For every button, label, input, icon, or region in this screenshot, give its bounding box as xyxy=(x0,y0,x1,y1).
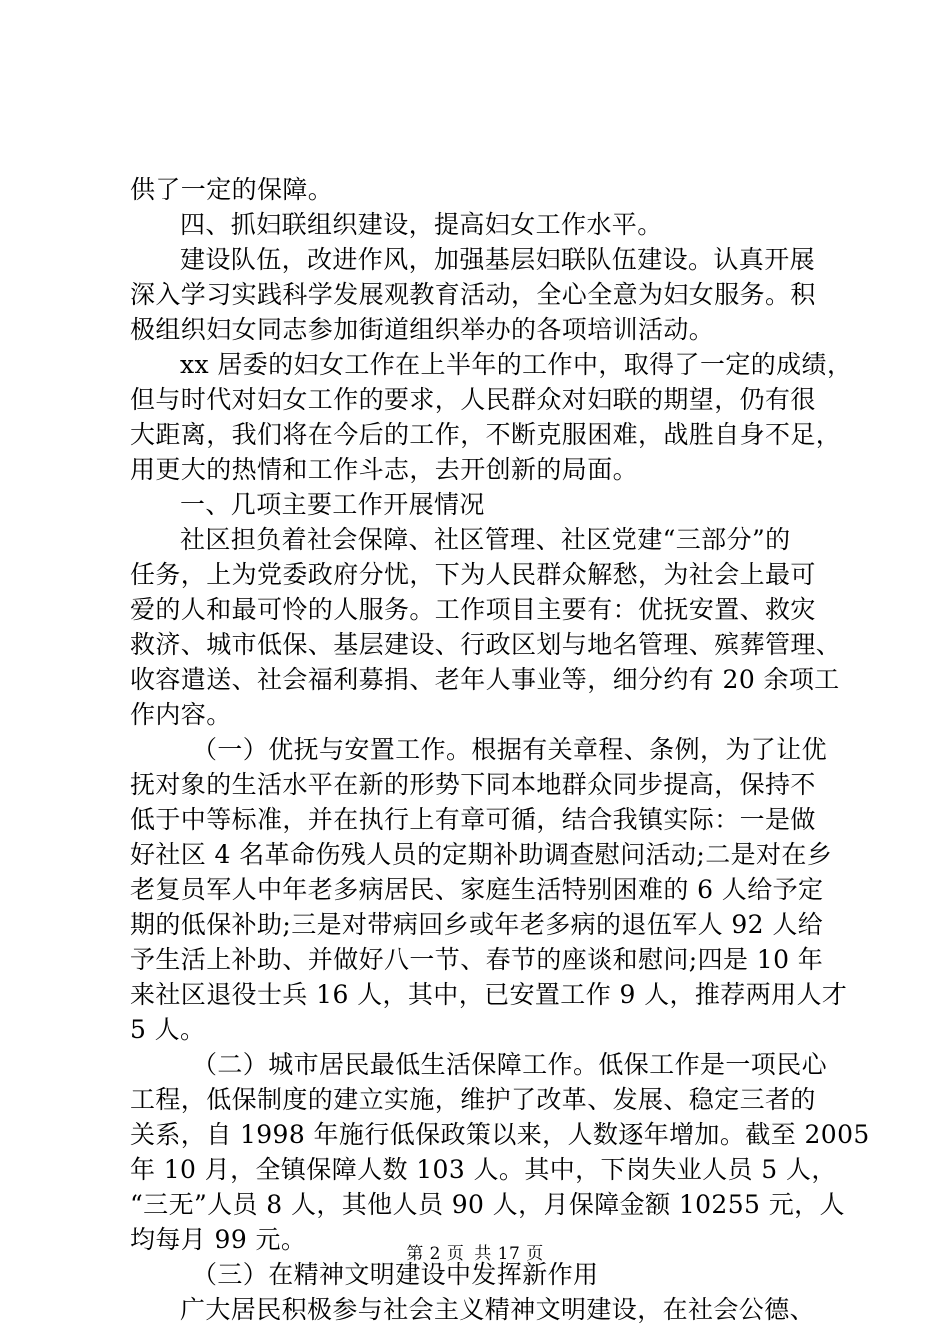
text-line: 低于中等标准，并在执行上有章可循，结合我镇实际：一是做 xyxy=(130,805,816,834)
text-line: 极组织妇女同志参加街道组织举办的各项培训活动。 xyxy=(130,315,715,344)
page-footer xyxy=(0,1242,950,1266)
text-line: 社区担负着社会保障、社区管理、社区党建“三部分”的 xyxy=(180,525,791,554)
page-number: 第 2 页 xyxy=(406,1244,465,1264)
subsection-heading: （三）在精神文明建设中发挥新作用 xyxy=(192,1260,599,1289)
text-line: 收容遣送、社会福利募捐、老年人事业等，细分约有 20 余项工 xyxy=(130,665,840,694)
text-line: 工程，低保制度的建立实施，维护了改革、发展、稳定三者的 xyxy=(130,1085,816,1114)
text-line: 抚对象的生活水平在新的形势下同本地群众同步提高，保持不 xyxy=(130,770,816,799)
subsection-heading: （一）优抚与安置工作。根据有关章程、条例，为了让优 xyxy=(192,735,828,764)
text-line: 救济、城市低保、基层建设、行政区划与地名管理、殡葬管理、 xyxy=(130,630,842,659)
text-line: 均每月 99 元。 xyxy=(130,1225,307,1254)
page-total: 共 17 页 xyxy=(474,1244,544,1264)
text-line: 供了一定的保障。 xyxy=(130,175,334,204)
section-heading: 一、几项主要工作开展情况 xyxy=(180,490,485,519)
text-line: 大距离，我们将在今后的工作，不断克服困难，战胜自身不足， xyxy=(130,420,842,449)
document-body xyxy=(130,172,870,1327)
text-line: 老复员军人中年老多病居民、家庭生活特别困难的 6 人给予定 xyxy=(130,875,824,904)
text-line: 期的低保补助;三是对带病回乡或年老多病的退伍军人 92 人给 xyxy=(130,910,824,939)
text-line: 关系，自 1998 年施行低保政策以来，人数逐年增加。截至 2005 xyxy=(130,1120,870,1149)
text-line: 深入学习实践科学发展观教育活动，全心全意为妇女服务。积 xyxy=(130,280,816,309)
text-line: 建设队伍，改进作风，加强基层妇联队伍建设。认真开展 xyxy=(180,245,816,274)
text-line: 广大居民积极参与社会主义精神文明建设，在社会公德、 xyxy=(180,1295,816,1324)
subsection-heading: （二）城市居民最低生活保障工作。低保工作是一项民心 xyxy=(192,1050,828,1079)
text-line: 5 人。 xyxy=(130,1015,206,1044)
text-line: 爱的人和最可怜的人服务。工作项目主要有：优抚安置、救灾 xyxy=(130,595,816,624)
text-line: xx 居委的妇女工作在上半年的工作中，取得了一定的成绩， xyxy=(180,350,853,379)
text-line: 来社区退役士兵 16 人，其中，已安置工作 9 人，推荐两用人才 xyxy=(130,980,848,1009)
text-line: 予生活上补助、并做好八一节、春节的座谈和慰问;四是 10 年 xyxy=(130,945,824,974)
text-line: 好社区 4 名革命伤残人员的定期补助调查慰问活动;二是对在乡 xyxy=(130,840,833,869)
text-line: 年 10 月，全镇保障人数 103 人。其中，下岗失业人员 5 人， xyxy=(130,1155,837,1184)
text-line: “三无”人员 8 人，其他人员 90 人，月保障金额 10255 元，人 xyxy=(130,1190,845,1219)
text-line: 任务，上为党委政府分忧，下为人民群众解愁，为社会上最可 xyxy=(130,560,816,589)
text-line: 但与时代对妇女工作的要求，人民群众对妇联的期望，仍有很 xyxy=(130,385,816,414)
text-line: 作内容。 xyxy=(130,700,232,729)
text-line: 用更大的热情和工作斗志，去开创新的局面。 xyxy=(130,455,639,484)
section-heading: 四、抓妇联组织建设，提高妇女工作水平。 xyxy=(180,210,663,239)
